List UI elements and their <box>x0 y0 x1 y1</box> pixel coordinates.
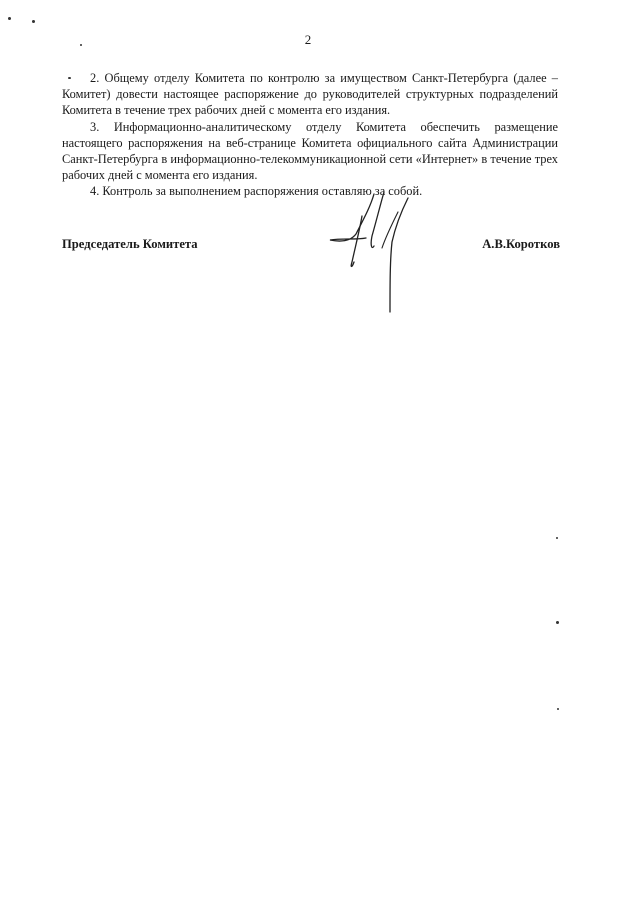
paragraph-4: 4. Контроль за выполнением распоряжения оставляю за собой. <box>90 184 423 199</box>
signature-block <box>62 237 560 255</box>
scan-speck <box>8 17 11 20</box>
scan-speck <box>80 44 82 46</box>
scan-speck <box>32 20 35 23</box>
paragraph-2: 2. Общему отделу Комитета по контролю за имуществом Санкт-Петербурга (далее – Комитет) довести настоящее распоряжение до руководителей структурных подразделений Комитета в течение трех рабочих дней с момента его издания. <box>62 71 558 118</box>
paragraph-3: 3. Информационно-аналитическому отделу Комитета обеспечить размещение настоящего распоряжения на веб-странице Комитета официального сайта Администрации Санкт-Петербурга в информационно-телекоммуникационной сети «Интернет» в течение трех рабочих дней с момента его издания. <box>62 119 558 183</box>
page-number: 2 <box>304 32 312 47</box>
signer-title: Председатель Комитета <box>62 237 198 251</box>
document-body <box>62 70 558 200</box>
scan-speck <box>556 621 559 624</box>
scan-speck <box>557 708 559 710</box>
signer-name: А.В.Коротков <box>482 237 560 251</box>
scan-speck <box>68 77 71 79</box>
scan-speck <box>556 537 558 539</box>
